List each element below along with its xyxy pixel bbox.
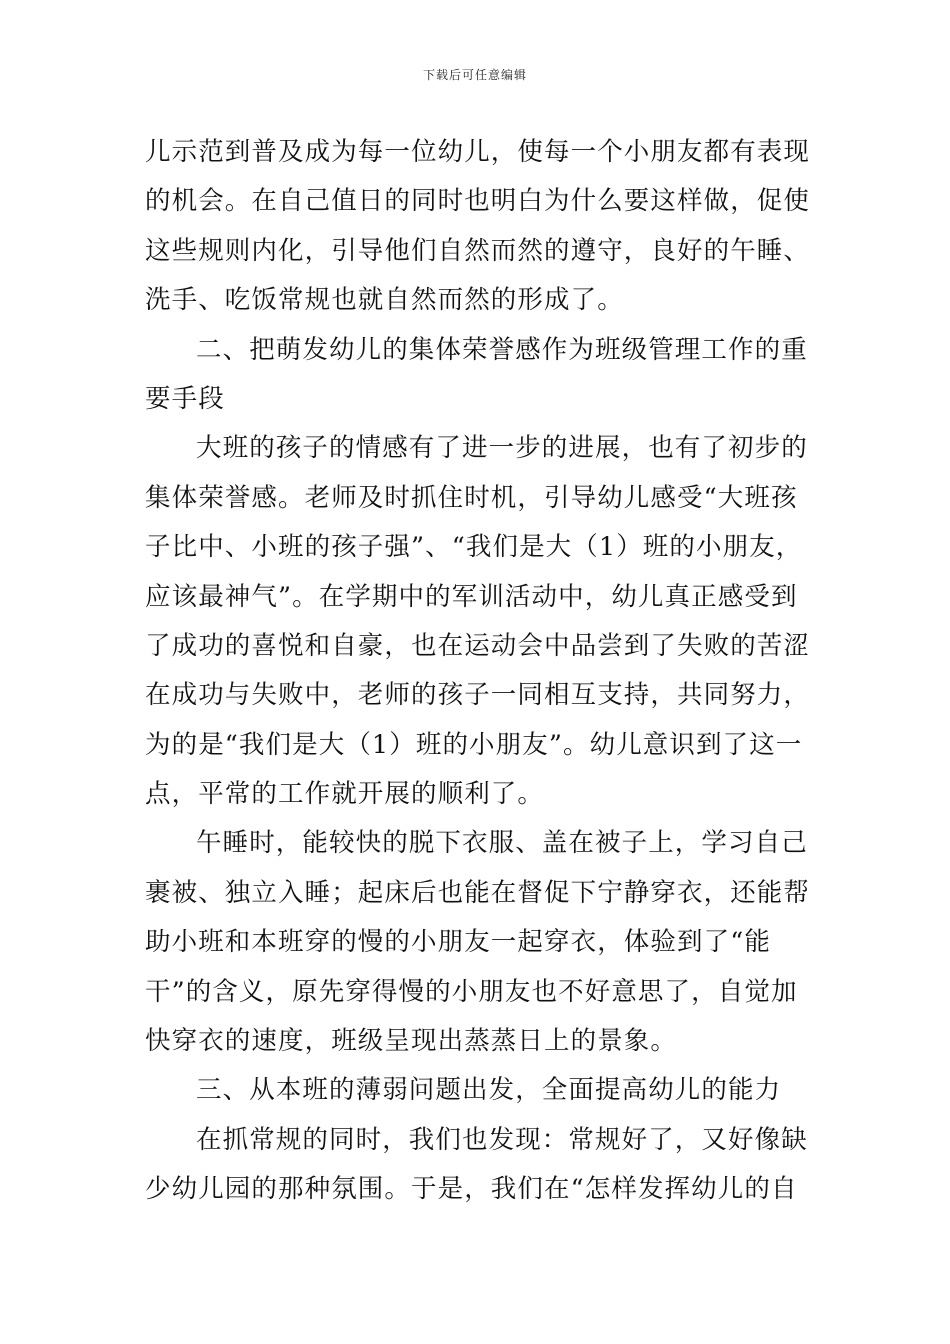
text-line: 的机会。在自己值日的同时也明白为什么要这样做，促使 (145, 186, 810, 217)
text-line: 助小班和本班穿的慢的小朋友一起穿衣，体验到了“能 (145, 927, 771, 958)
text-line: 裹被、独立入睡；起床后也能在督促下宁静穿衣，还能帮 (145, 877, 810, 908)
text-line: 洗手、吃饭常规也就自然而然的形成了。 (145, 285, 624, 316)
text-line: 集体荣誉感。老师及时抓住时机，引导幼儿感受“大班孩 (145, 482, 798, 513)
text-line: 为的是“我们是大（1）班的小朋友”。幼儿意识到了这一 (145, 729, 803, 760)
section-heading-2: 二、把萌发幼儿的集体荣誉感作为班级管理工作的重 (196, 334, 808, 365)
text-line: 干”的含义，原先穿得慢的小朋友也不好意思了，自觉加 (145, 976, 798, 1007)
text-line: 在抓常规的同时，我们也发现：常规好了，又好像缺 (196, 1124, 808, 1155)
text-line: 儿示范到普及成为每一位幼儿，使每一个小朋友都有表现 (145, 137, 810, 167)
text-line: 了成功的喜悦和自豪，也在运动会中品尝到了失败的苦涩 (145, 630, 810, 661)
document-body (145, 128, 810, 1215)
text-line: 应该最神气”。在学期中的军训活动中，幼儿真正感受到 (145, 581, 798, 612)
text-line: 大班的孩子的情感有了进一步的进展，也有了初步的 (196, 433, 808, 464)
text-line: 少幼儿园的那种氛围。于是，我们在“怎样发挥幼儿的自 (145, 1174, 798, 1205)
text-line: 午睡时，能较快的脱下衣服、盖在被子上，学习自己 (196, 828, 808, 859)
page-header: 下载后可任意编辑 (422, 68, 527, 82)
text-line: 点，平常的工作就开展的顺利了。 (145, 779, 545, 810)
text-line: 快穿衣的速度，班级呈现出蒸蒸日上的景象。 (145, 1026, 678, 1057)
section-heading-2-cont: 要手段 (145, 383, 225, 414)
text-line: 这些规则内化，引导他们自然而然的遵守，良好的午睡、 (145, 235, 810, 266)
section-heading-3: 三、从本班的薄弱问题出发，全面提高幼儿的能力 (196, 1075, 782, 1106)
text-line: 子比中、小班的孩子强”、“我们是大（1）班的小朋友， (145, 532, 803, 563)
text-line: 在成功与失败中，老师的孩子一同相互支持，共同努力， (145, 680, 810, 711)
